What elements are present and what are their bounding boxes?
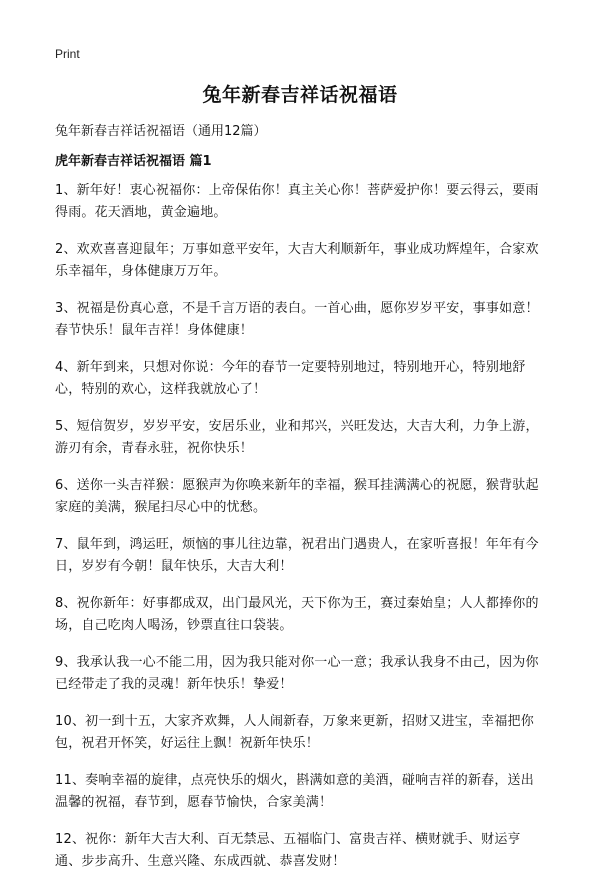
greeting-item-5: 5、短信贺岁，岁岁平安，安居乐业，业和邦兴，兴旺发达，大吉大利，力争上游，游刃有余，青春永驻，祝你快乐！ [55,419,539,456]
greeting-item-3: 3、祝福是份真心意，不是千言万语的表白。一首心曲，愿你岁岁平安，事事如意！春节快乐！鼠年吉祥！身体健康！ [55,301,539,338]
section-heading: 虎年新春吉祥话祝福语 篇1 [55,154,212,169]
greeting-item-9: 9、我承认我一心不能二用，因为我只能对你一心一意；我承认我身不由己，因为你已经带走了我的灵魂！新年快乐！挚爱！ [55,655,539,692]
document-subtitle: 兔年新春吉祥话祝福语（通用12篇） [55,124,267,139]
greeting-item-6: 6、送你一头吉祥猴：愿猴声为你唤来新年的幸福，猴耳挂满满心的祝愿，猴背驮起家庭的美满，猴尾扫尽心中的忧愁。 [55,478,539,515]
greeting-item-2: 2、欢欢喜喜迎鼠年；万事如意平安年，大吉大利顺新年，事业成功辉煌年，合家欢乐幸福年，身体健康万万年。 [55,242,539,279]
greeting-item-4: 4、新年到来，只想对你说：今年的春节一定要特别地过，特别地开心，特别地舒心，特别的欢心，这样我就放心了！ [55,360,526,397]
page-title: 兔年新春吉祥话祝福语 [202,84,398,106]
greeting-item-1: 1、新年好！衷心祝福你：上帝保佑你！真主关心你！菩萨爱护你！要云得云，要雨得雨。花天酒地，黄金遍地。 [55,183,539,220]
greeting-list [55,180,547,888]
greeting-item-11: 11、奏响幸福的旋律，点亮快乐的烟火，斟满如意的美酒，碰响吉祥的新春，送出温馨的祝福，春节到，愿春节愉快，合家美满！ [55,773,534,810]
greeting-item-12: 12、祝你：新年大吉大利、百无禁忌、五福临门、富贵吉祥、横财就手、财运亨通、步步高升、生意兴隆、东成西就、恭喜发财！ [55,832,521,869]
greeting-item-10: 10、初一到十五，大家齐欢舞，人人闹新春，万象来更新，招财又进宝，幸福把你包，祝君开怀笑，好运往上飘！祝新年快乐！ [55,714,534,751]
greeting-item-8: 8、祝你新年：好事都成双，出门最风光，天下你为王，赛过秦始皇；人人都捧你的场，自己吃肉人喝汤，钞票直往口袋装。 [55,596,539,633]
greeting-item-7: 7、鼠年到，鸿运旺，烦恼的事儿往边靠，祝君出门遇贵人，在家听喜报！年年有今日，岁岁有今朝！鼠年快乐，大吉大利！ [55,537,539,574]
print-label[interactable]: Print [55,47,80,61]
